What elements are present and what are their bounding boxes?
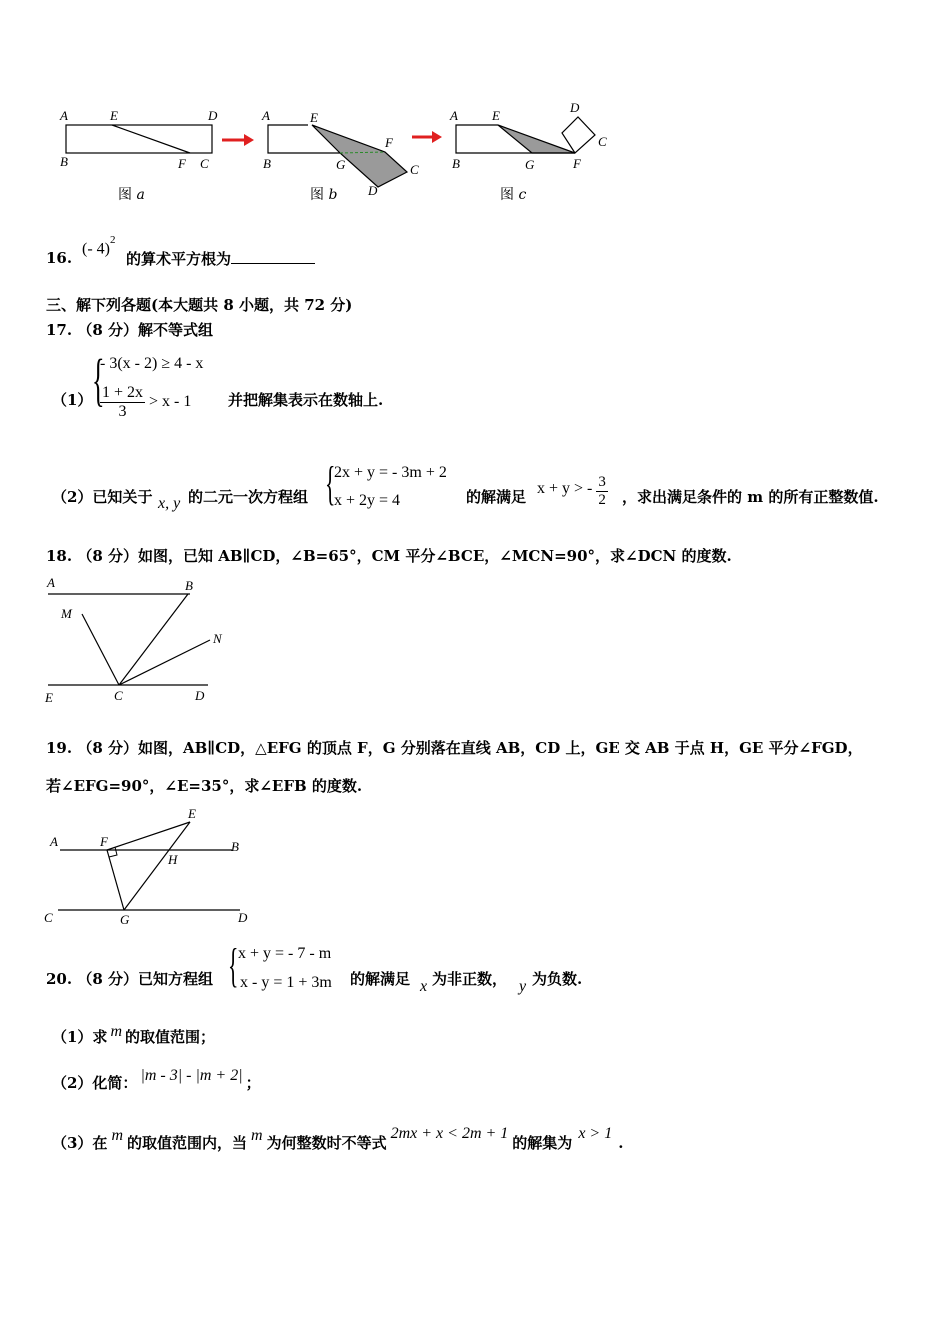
label-b-F: F [385,135,393,150]
label-b-B: B [263,156,271,171]
label-a-B: B [60,154,68,169]
label-c-E: E [492,108,500,123]
q18-label-D: D [195,688,205,703]
q19-label-F: F [100,834,108,849]
caption-fig-a: 图 a [118,187,145,203]
q18-label-N: N [213,631,222,646]
caption-fig-b: 图 b [310,187,338,203]
q17-part2-tail: ，求出满足条件的 m 的所有正整数值. [622,488,879,506]
q19-line2: 若∠EFG=90°，∠E=35°，求∠EFB 的度数. [46,777,363,795]
label-b-C: C [410,162,419,177]
q18-label-C: C [114,688,123,703]
label-b-A: A [262,108,270,123]
brace-icon: { [325,457,336,510]
q18-text: 18. （8 分）如图，已知 AB∥CD，∠B=65°，CM 平分∠BCE，∠MCN=90°，求∠DCN 的度数. [46,547,732,565]
q20-mid: 的解满足 [350,970,411,988]
label-a-F: F [178,156,186,171]
q20-part3: （3）在 m 的取值范围内，当 m 为何整数时不等式2mx + x < 2m + 1的解集为x > 1. [52,1125,624,1152]
q19-label-E: E [188,806,196,821]
label-a-E: E [110,108,118,123]
q19-label-A: A [50,834,58,849]
label-a-D: D [208,108,218,123]
label-c-G: G [525,157,535,172]
q19-label-C: C [44,910,53,925]
brace-icon: { [92,347,105,412]
label-b-E: E [310,110,318,125]
q17-part1-label: （1） [52,391,93,409]
q18-label-A: A [47,575,55,590]
label-c-D: D [570,100,580,115]
q20-part2: （2）化简： |m - 3| - |m + 2| ； [52,1067,261,1092]
label-c-C: C [598,134,607,149]
q19-label-B: B [231,839,239,854]
q20-tail: 为负数. [532,970,583,988]
q17-title: 17. （8 分）解不等式组 [46,321,213,339]
arrow-icon [412,131,442,143]
brace-icon: { [228,939,239,992]
section-heading: 三、解下列各题(本大题共 8 小题，共 72 分) [46,296,353,314]
q20-var-x: x [420,978,428,995]
label-b-D: D [368,183,378,198]
q20-part1: （1）求 m 的取值范围； [52,1023,216,1046]
fraction: $\frac{1 + 2x}{3}$ [102,384,144,420]
figure-a [59,108,218,171]
label-b-G: G [336,157,346,172]
q19-label-D: D [238,910,248,925]
q19-label-H: H [168,852,178,867]
arrow-icon [222,134,254,146]
label-c-F: F [573,156,581,171]
label-c-B: B [452,156,460,171]
q20-eq1: x + y = - 7 - m [238,945,332,962]
label-a-C: C [200,156,209,171]
label-c-A: A [450,108,458,123]
answer-blank[interactable] [231,249,315,264]
q16-expression: (- 4)$^2$ [82,234,116,258]
q20-var-y: y [519,978,527,995]
figure-c [449,100,607,172]
q17-eq2: x + 2y = 4 [334,492,401,509]
q17-condition: x + y > - $\frac{3}{2}$ [537,474,606,508]
q18-label-M: M [61,606,72,621]
q17-cond-pre: 的解满足 [466,488,527,506]
fraction: $\frac{3}{2}$ [598,474,606,508]
q18-label-E: E [45,690,53,705]
q19-line1: 19. （8 分）如图，AB∥CD，△EFG 的顶点 F，G 分别落在直线 AB，CD 上，GE 交 AB 于点 H，GE 平分∠FGD， [46,739,863,757]
q17-part2-mid: 的二元一次方程组 [188,488,309,506]
q16-text: 的算术平方根为 [126,249,315,268]
q16-number: 16. [46,249,73,267]
q17-vars: x, y [158,495,181,512]
q19-figure [40,802,260,927]
q18-label-B: B [185,578,193,593]
q17-part2-label: （2）已知关于 [52,488,153,506]
q17-eq1: 2x + y = - 3m + 2 [334,464,447,481]
q20-mid2: 为非正数， [432,970,508,988]
q19-label-G: G [120,912,130,927]
q20-eq2: x - y = 1 + 3m [240,974,332,991]
caption-fig-c: 图 c [500,187,527,203]
label-a-A: A [60,108,68,123]
figure-b [261,108,419,198]
q17-ineq2: $\frac{1 + 2x}{3}$ > x - 1 [102,384,192,420]
question-16 [46,249,72,267]
q17-ineq1: - 3(x - 2) ≥ 4 - x [100,355,204,372]
q20-pre: 20. （8 分）已知方程组 [46,970,213,988]
q18-figure [40,572,240,707]
q17-part1-instruction: 并把解集表示在数轴上. [228,391,384,409]
